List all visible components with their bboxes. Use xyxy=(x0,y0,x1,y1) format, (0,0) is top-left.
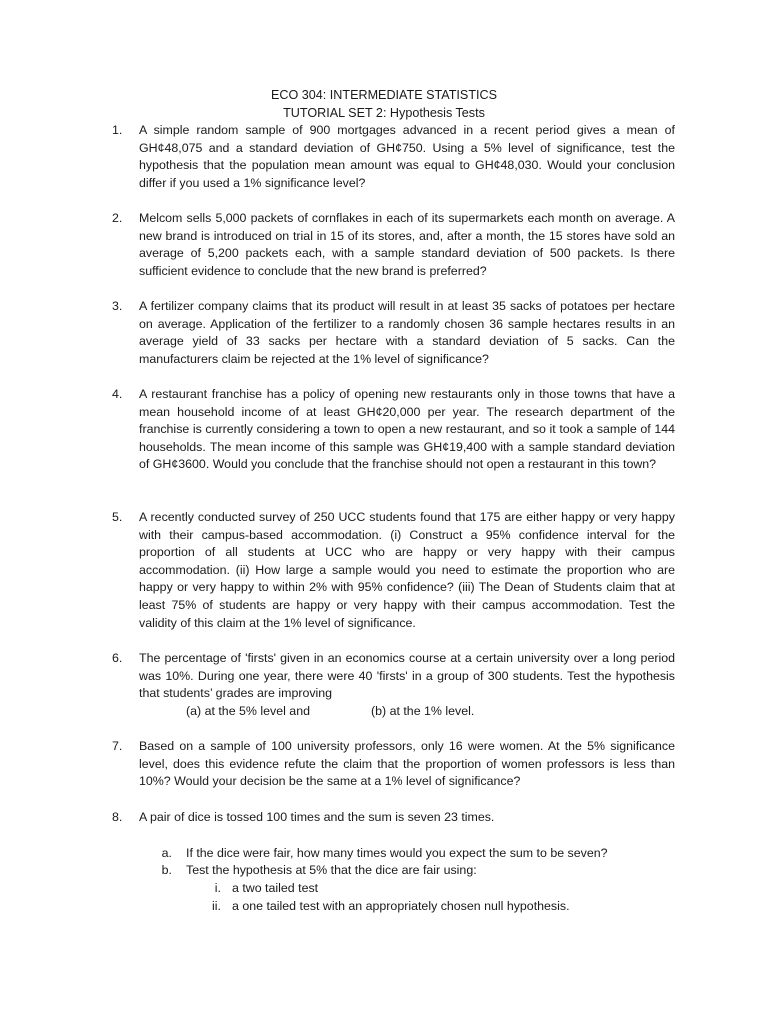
question-2 xyxy=(112,210,675,280)
part-a-text: (a) at the 5% level and xyxy=(186,703,310,718)
question-number: 8. xyxy=(112,810,123,824)
sub-item-text: If the dice were fair, how many times would you expect the sum to be seven? xyxy=(186,846,608,860)
question-number: 2. xyxy=(112,211,123,225)
question-text: A pair of dice is tossed 100 times and the sum is seven 23 times. xyxy=(139,810,495,824)
question-text: A fertilizer company claims that its product will result in at least 35 sacks of potatoes per hectare on average. Application of the fertilizer to a randomly chosen 36 sample hectares results in an average yield of 33 sacks per hectare with a standard deviation of 5 sacks. Can the manufacturers claim be rejected at the 1% level of significance? xyxy=(139,299,675,366)
question-3 xyxy=(112,298,675,368)
question-text: A simple random sample of 900 mortgages advanced in a recent period gives a mean of GH¢48,075 and a standard deviation of GH¢750. Using a 5% level of significance, test the hypothesis that the population mean amount was equal to GH¢48,030. Would your conclusion differ if you used a 1% significance level? xyxy=(139,123,675,190)
sub-sub-item-label: i. xyxy=(214,881,221,895)
question-number: 3. xyxy=(112,299,123,313)
question-text: A recently conducted survey of 250 UCC students found that 175 are either happy or very happy with their campus-based accommodation. (i) Construct a 95% confidence interval for the proportion of all students at UCC who are happy or very happy with their campus accommodation. (ii) How large a sample would you need to estimate the proportion who are happy or very happy to within 2% with 95% confidence? (iii) The Dean of Students claim that at least 75% of students are happy or very happy with their campus accommodation. Test the validity of this claim at the 1% level of significance. xyxy=(139,510,675,630)
question-8 xyxy=(112,809,675,827)
sub-item-text: Test the hypothesis at 5% that the dice are fair using: xyxy=(186,863,477,877)
question-7 xyxy=(112,738,675,791)
sub-item-label: a. xyxy=(161,846,172,860)
question-number: 5. xyxy=(112,510,123,524)
part-b-text: (b) at the 1% level. xyxy=(371,703,475,718)
sub-item-label: b. xyxy=(161,863,172,877)
question-number: 1. xyxy=(112,123,123,137)
question-text: Based on a sample of 100 university professors, only 16 were women. At the 5% significance level, does this evidence refute the claim that the proportion of women professors is less than 10%? Would your decision be the same at a 1% level of significance? xyxy=(139,739,675,789)
tutorial-set-title: TUTORIAL SET 2: Hypothesis Tests xyxy=(283,106,485,120)
question-number: 4. xyxy=(112,387,123,401)
question-4 xyxy=(112,386,675,474)
sub-sub-item-label: ii. xyxy=(212,899,221,913)
question-1 xyxy=(112,122,675,192)
question-text: The percentage of 'firsts' given in an economics course at a certain university over a long period was 10%. During one year, there were 40 'firsts' in a group of 300 students. Test the hypothesis that students’ grades are improving xyxy=(139,651,675,701)
question-number: 7. xyxy=(112,739,123,753)
question-6-parts xyxy=(112,703,675,721)
question-number: 6. xyxy=(112,651,123,665)
question-6 xyxy=(112,650,675,720)
question-text: A restaurant franchise has a policy of opening new restaurants only in those towns that have a mean household income of at least GH¢20,000 per year. The research department of the franchise is currently considering a town to open a new restaurant, and so it took a sample of 144 households. The mean income of this sample was GH¢19,400 with a sample standard deviation of GH¢3600. Would you conclude that the franchise should not open a restaurant in this town? xyxy=(139,387,675,472)
question-text: Melcom sells 5,000 packets of cornflakes in each of its supermarkets each month on average. A new brand is introduced on trial in 15 of its stores, and, after a month, the 15 stores have sold an average of 5,200 packets each, with a sample standard deviation of 500 packets. Is there sufficient evidence to conclude that the new brand is preferred? xyxy=(139,211,675,278)
sub-sub-item-text: a two tailed test xyxy=(232,881,319,895)
question-5 xyxy=(112,509,675,632)
sub-sub-item-text: a one tailed test with an appropriately chosen null hypothesis. xyxy=(232,899,570,913)
course-title: ECO 304: INTERMEDIATE STATISTICS xyxy=(270,88,498,102)
